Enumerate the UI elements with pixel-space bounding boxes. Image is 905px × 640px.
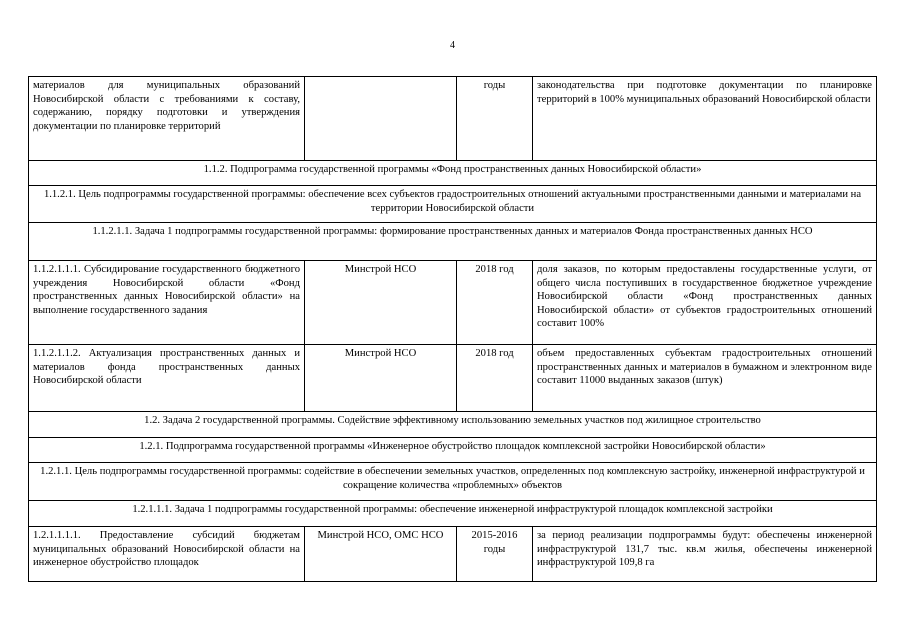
page-number: 4 xyxy=(450,40,455,51)
responsible-cell xyxy=(305,77,457,161)
result-cell: доля заказов, по которым предоставлены государственные услуги, от общего числа поступивших в государственное бюджетное учреждение Новосибирской области «Фонд пространственных данных Новосибирской области» от субъектов градостроительных отношений составит 100% xyxy=(533,261,877,345)
table-row xyxy=(29,261,877,345)
section-header: 1.2.1. Подпрограмма государственной программы «Инженерное обустройство площадок комплексной застройки Новосибирской области» xyxy=(29,438,877,463)
section-row xyxy=(29,186,877,223)
table-row xyxy=(29,345,877,412)
term-cell: 2018 год xyxy=(457,261,533,345)
responsible-cell: Минстрой НСО xyxy=(305,345,457,412)
measure-cell: 1.1.2.1.1.1. Субсидирование государственного бюджетного учреждения Новосибирской области «Фонд пространственных данных Новосибирской области» на выполнение государственного задания xyxy=(29,261,305,345)
section-header: 1.2.1.1.1. Задача 1 подпрограммы государственной программы: обеспечение инженерной инфраструктурой площадок комплексной застройки xyxy=(29,501,877,527)
table-row xyxy=(29,77,877,161)
section-header: 1.2. Задача 2 государственной программы. Содействие эффективному использованию земельных участков под жилищное строительство xyxy=(29,412,877,438)
section-row xyxy=(29,412,877,438)
term-cell: 2015-2016 годы xyxy=(457,527,533,582)
section-row xyxy=(29,463,877,501)
section-header: 1.1.2.1.1. Задача 1 подпрограммы государственной программы: формирование пространственных данных и материалов Фонда пространственных данных НСО xyxy=(29,223,877,261)
section-header: 1.1.2.1. Цель подпрограммы государственной программы: обеспечение всех субъектов градостроительных отношений актуальными пространственными данными и материалами на территории Новосибирской области xyxy=(29,186,877,223)
section-header: 1.1.2. Подпрограмма государственной программы «Фонд пространственных данных Новосибирской области» xyxy=(29,161,877,186)
program-table xyxy=(28,76,877,582)
result-cell: объем предоставленных субъектам градостроительных отношений пространственных данных и материалов в бумажном и электронном виде составит 11000 выданных заказов (штук) xyxy=(533,345,877,412)
section-row xyxy=(29,501,877,527)
measure-cell: 1.1.2.1.1.2. Актуализация пространственных данных и материалов фонда пространственных данных Новосибирской области xyxy=(29,345,305,412)
term-cell: годы xyxy=(457,77,533,161)
measure-cell: 1.2.1.1.1.1. Предоставление субсидий бюджетам муниципальных образований Новосибирской области на инженерное обустройство площадок xyxy=(29,527,305,582)
section-row xyxy=(29,161,877,186)
responsible-cell: Минстрой НСО, ОМС НСО xyxy=(305,527,457,582)
measure-cell: материалов для муниципальных образований Новосибирской области с требованиями к составу, содержанию, порядку подготовки и утверждения документации по планировке территорий xyxy=(29,77,305,161)
section-row xyxy=(29,223,877,261)
result-cell: за период реализации подпрограммы будут: обеспечены инженерной инфраструктурой 131,7 тыс. кв.м жилья, обеспечены инженерной инфраструктурой 109,8 га xyxy=(533,527,877,582)
term-cell: 2018 год xyxy=(457,345,533,412)
section-row xyxy=(29,438,877,463)
result-cell: законодательства при подготовке документации по планировке территорий в 100% муниципальных образований Новосибирской области xyxy=(533,77,877,161)
table-row xyxy=(29,527,877,582)
section-header: 1.2.1.1. Цель подпрограммы государственной программы: содействие в обеспечении земельных участков, определенных под комплексную застройку, инженерной инфраструктурой и сокращение количества «проблемных» объектов xyxy=(29,463,877,501)
responsible-cell: Минстрой НСО xyxy=(305,261,457,345)
